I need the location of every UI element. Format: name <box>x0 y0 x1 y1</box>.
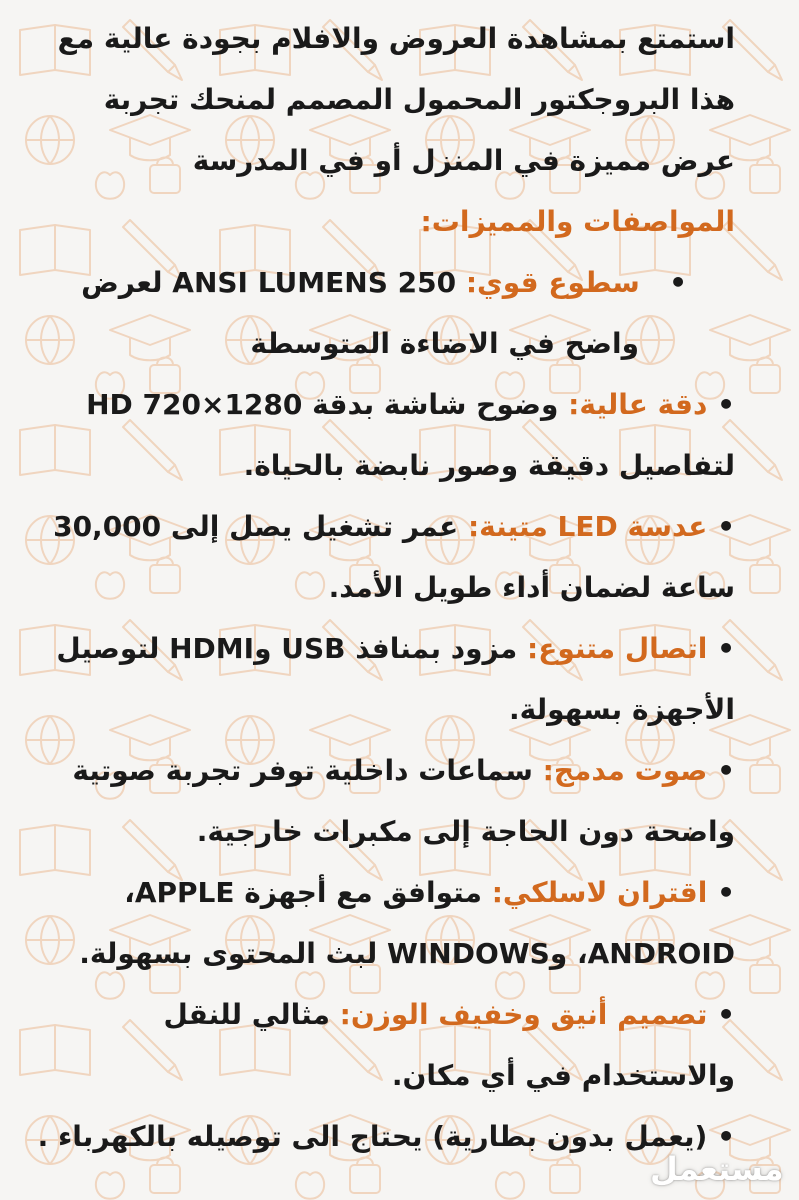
bullet-icon: • <box>717 632 735 665</box>
bullet-icon: • <box>669 266 687 299</box>
bullet-icon: • <box>717 754 735 787</box>
feature-label: اتصال متنوع: <box>527 632 708 665</box>
feature-text: واضحة دون الحاجة إلى مكبرات خارجية. <box>196 815 735 848</box>
feature-text: والاستخدام في أي مكان. <box>391 1059 735 1092</box>
bullet-icon: • <box>717 388 735 421</box>
bullet-icon: • <box>717 510 735 543</box>
feature-text: (يعمل بدون بطارية) يحتاج الى توصيله بالكهرباء . <box>37 1120 718 1153</box>
bullet-icon: • <box>717 998 735 1031</box>
feature-label: تصميم أنيق وخفيف الوزن: <box>339 998 708 1031</box>
feature-label: دقة عالية: <box>568 388 708 421</box>
feature-resolution <box>62 374 735 496</box>
feature-power <box>37 1106 735 1167</box>
feature-text: الأجهزة بسهولة. <box>509 693 735 726</box>
feature-label: سطوع قوي: <box>465 266 640 299</box>
intro-line: استمتع بمشاهدة العروض والافلام بجودة عالية مع <box>57 22 735 55</box>
feature-connectivity <box>56 618 735 740</box>
feature-text: سماعات داخلية توفر تجربة صوتية <box>72 754 543 787</box>
specs-heading: المواصفات والمميزات: <box>420 205 735 238</box>
feature-text: وضوح شاشة بدقة 1280×720 HD <box>86 388 569 421</box>
feature-text: متوافق مع أجهزة APPLE، <box>124 876 492 909</box>
feature-label: عدسة LED متينة: <box>467 510 708 543</box>
feature-text: مزود بمنافذ USB وHDMI لتوصيل <box>56 632 527 665</box>
feature-audio <box>62 740 735 862</box>
feature-design <box>62 984 735 1106</box>
features-list <box>37 252 735 1167</box>
site-watermark-logo: مستعمل <box>650 1150 784 1188</box>
intro-line: عرض مميزة في المنزل أو في المدرسة <box>192 144 735 177</box>
feature-text: ساعة لضمان أداء طويل الأمد. <box>328 571 735 604</box>
feature-lens <box>53 496 735 618</box>
feature-brightness <box>62 252 735 374</box>
feature-text: ANSI LUMENS 250 لعرض <box>81 266 466 299</box>
feature-label: صوت مدمج: <box>542 754 708 787</box>
bullet-icon: • <box>717 1120 735 1153</box>
feature-text: مثالي للنقل <box>163 998 340 1031</box>
feature-text: واضح في الاضاءة المتوسطة <box>250 327 639 360</box>
feature-text: عمر تشغيل يصل إلى 30,000 <box>53 510 468 543</box>
feature-text: ANDROID، وWINDOWS لبث المحتوى بسهولة. <box>79 937 735 970</box>
bullet-icon: • <box>717 876 735 909</box>
feature-label: اقتران لاسلكي: <box>491 876 708 909</box>
intro-paragraph <box>57 8 735 191</box>
intro-line: هذا البروجكتور المحمول المصمم لمنحك تجربة <box>103 83 735 116</box>
feature-wireless <box>62 862 735 984</box>
feature-text: لتفاصيل دقيقة وصور نابضة بالحياة. <box>243 449 735 482</box>
